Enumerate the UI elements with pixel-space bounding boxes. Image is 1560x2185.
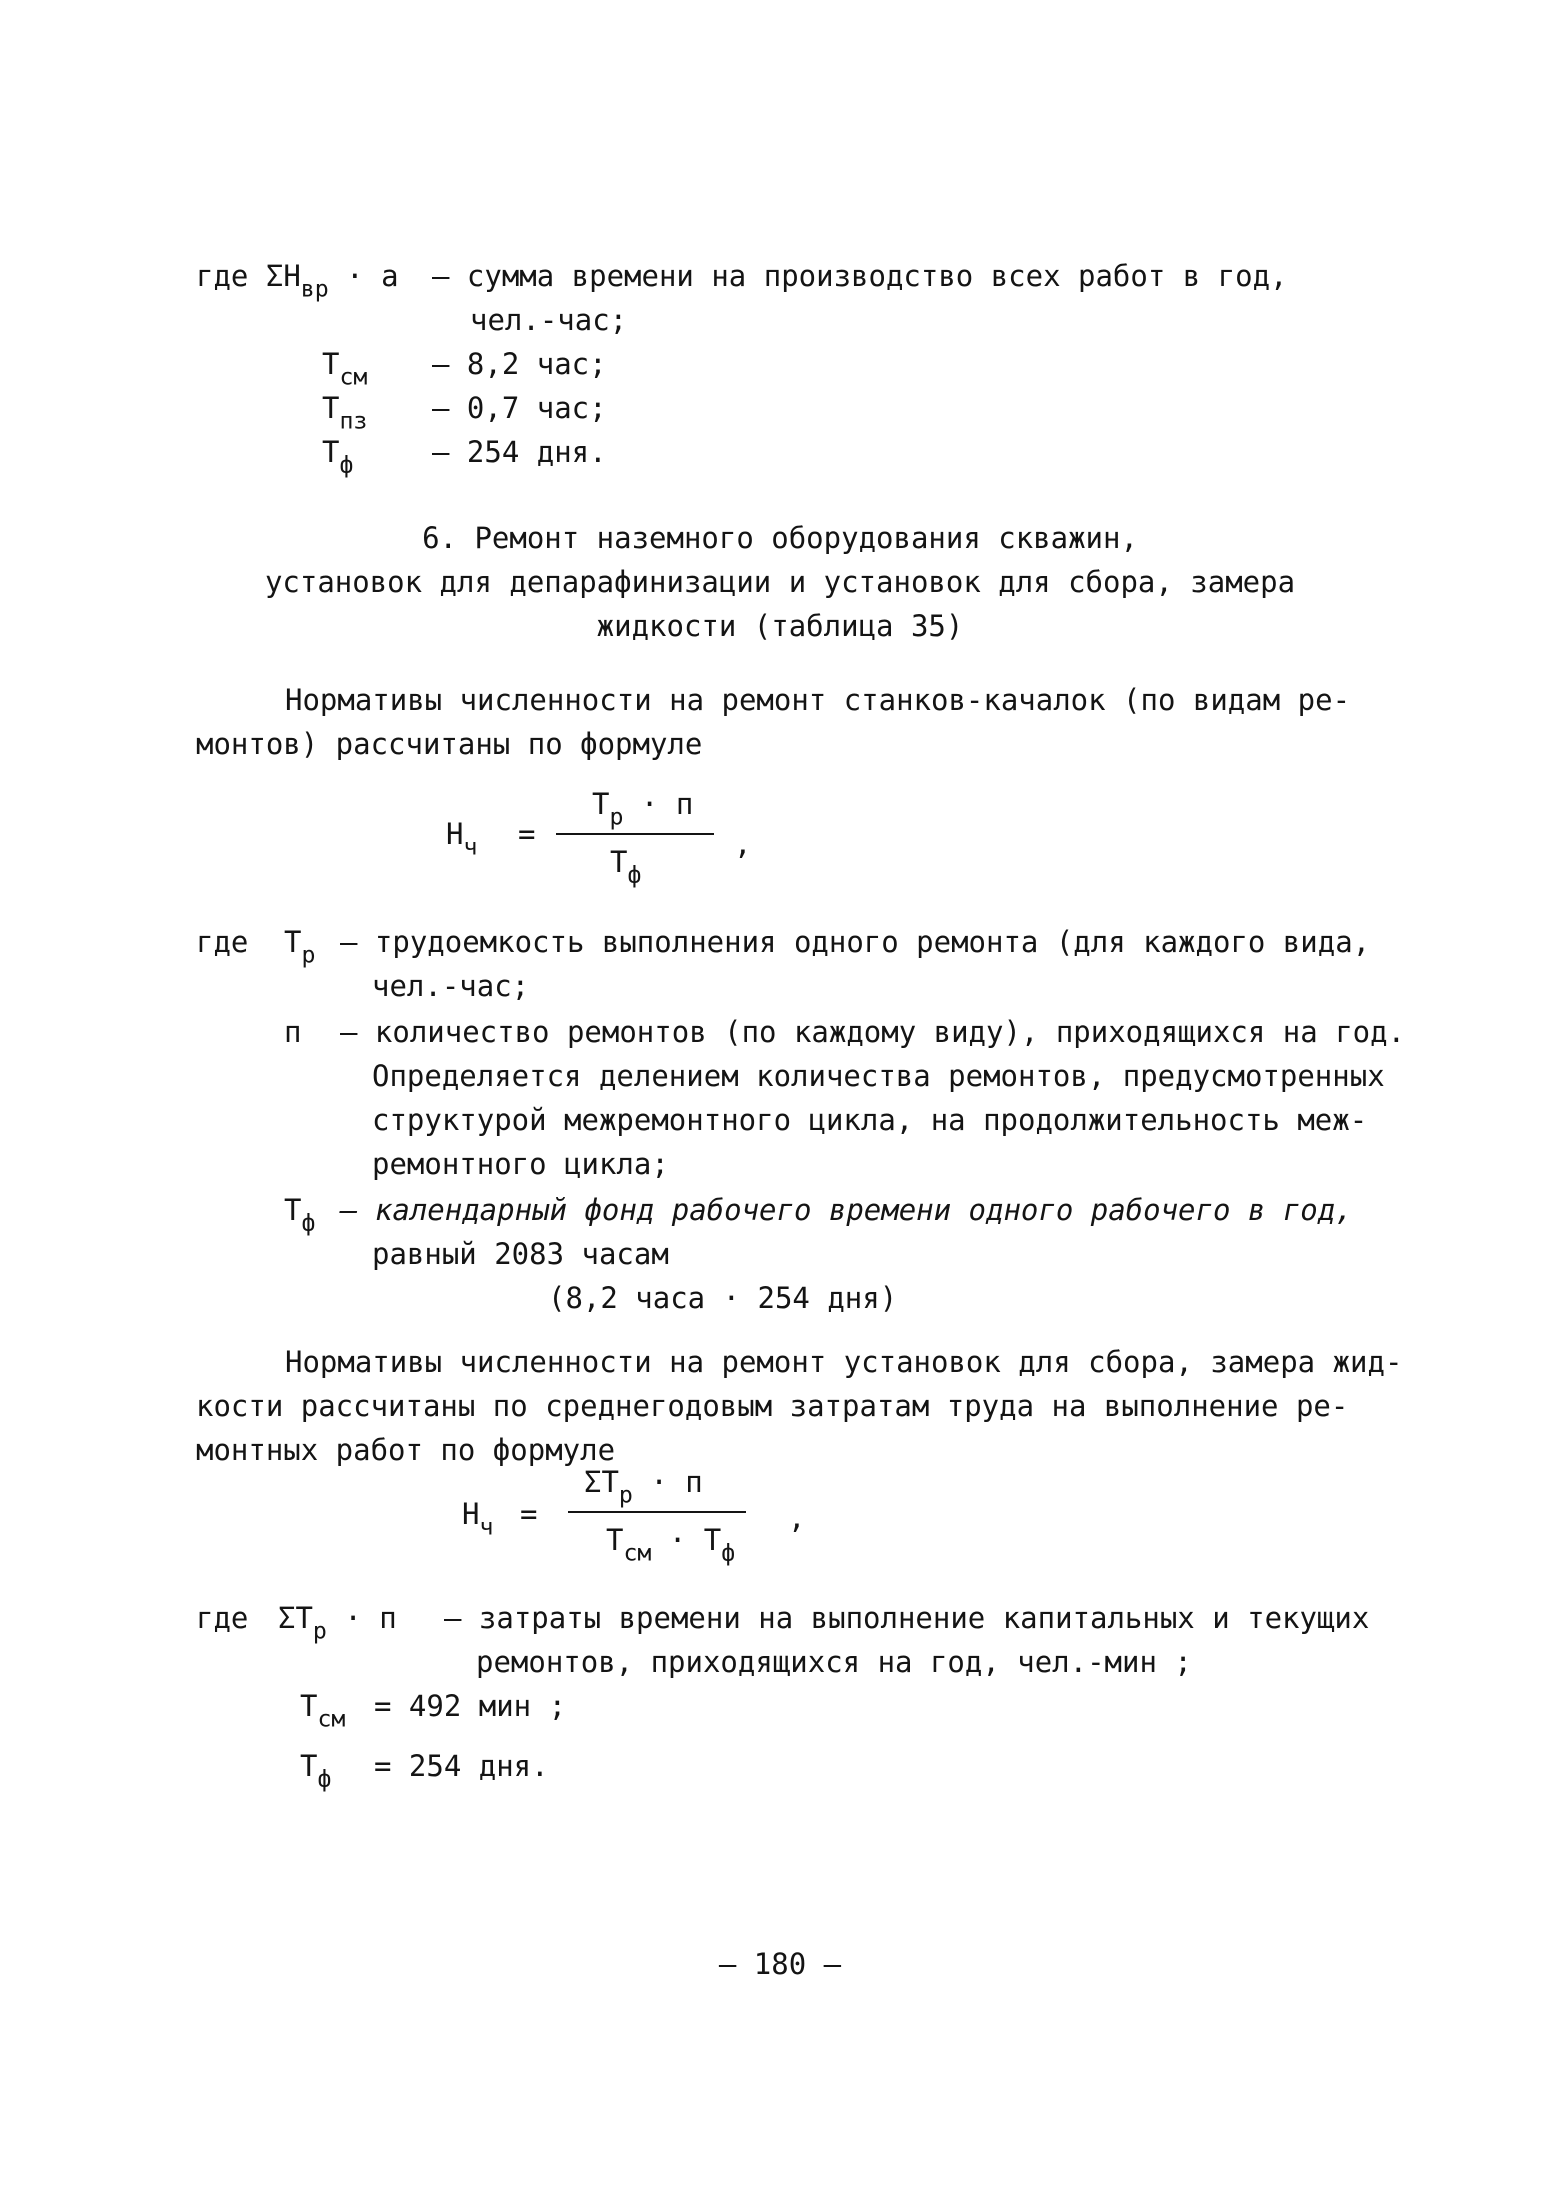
tsm-symbol-2: $Т_{см}$ (300, 1689, 346, 1733)
paragraph-1-line-2: монтов) рассчитаны по формуле (196, 727, 703, 761)
tf-value-1: – 254 дня. (432, 435, 607, 469)
formula-2-fraction-bar (568, 1511, 746, 1513)
sum-hvr-symbol: $\Sigma Н_{вр} \cdot а$ (265, 259, 399, 303)
paragraph-2-line-1: Нормативы численности на ремонт установок для сбора, замера жид- (285, 1345, 1403, 1379)
section-heading-line-1: 6. Ремонт наземного оборудования скважин, (422, 521, 1138, 555)
where-label-2: где (196, 925, 249, 959)
tpz-value: – 0,7 час; (432, 391, 607, 425)
tr-symbol: $Т_р$ (284, 925, 316, 969)
n-description-cont-1: Определяется делением количества ремонтов, предусмотренных (372, 1059, 1385, 1093)
page-number: – 180 – (718, 1947, 842, 1981)
tpz-symbol: $Т_{пз}$ (322, 391, 368, 435)
sum-hvr-description: – сумма времени на производство всех работ в год, (432, 259, 1288, 293)
formula-1-lhs: $Н_ч$ (446, 817, 478, 861)
n-description-cont-3: ремонтного цикла; (372, 1147, 669, 1181)
section-heading-line-2: установок для депарафинизации и установок для сбора, замера (264, 565, 1296, 599)
tf-symbol-3: $Т_ф$ (300, 1749, 332, 1793)
formula-1-equals: = (518, 817, 536, 851)
where-word: где (196, 259, 249, 293)
formula-2-equals: = (520, 1497, 538, 1531)
tsm-symbol: $Т_{см}$ (322, 347, 368, 391)
sum-tr-description-cont: ремонтов, приходящихся на год, чел.-мин ; (476, 1645, 1192, 1679)
tsm-value: – 8,2 час; (432, 347, 607, 381)
formula-2-comma: , (788, 1501, 806, 1535)
section-heading-line-3: жидкости (таблица 35) (596, 609, 964, 643)
tr-description: – трудоемкость выполнения одного ремонта (для каждого вида, (340, 925, 1371, 959)
paragraph-2-line-3: монтных работ по формуле (196, 1433, 616, 1467)
where-label-3: где (196, 1601, 249, 1635)
tf-value-3: = 254 дня. (374, 1749, 549, 1783)
tf-description: – календарный фонд рабочего времени одного рабочего в год, (340, 1193, 1353, 1227)
tf-description-cont: равный 2083 часам (372, 1237, 669, 1271)
tf-symbol-1: $Т_ф$ (322, 435, 354, 479)
paragraph-2-line-2: кости рассчитаны по среднегодовым затратам труда на выполнение ре- (196, 1389, 1349, 1423)
paragraph-1-line-1: Нормативы численности на ремонт станков-качалок (по видам ре- (285, 683, 1351, 717)
tf-symbol-2: $Т_ф$ (284, 1193, 316, 1237)
tf-calculation: (8,2 часа · 254 дня) (548, 1281, 898, 1315)
formula-1-comma: , (734, 827, 752, 861)
n-symbol: п (284, 1015, 302, 1049)
where-label-1 (196, 259, 399, 303)
formula-1-denominator: $Т_ф$ (610, 845, 642, 889)
sum-tr-symbol: $\Sigma Т_р \cdot п$ (278, 1601, 397, 1645)
formula-2-lhs: $Н_ч$ (462, 1497, 494, 1541)
sum-hvr-description-cont: чел.-час; (470, 303, 628, 337)
tsm-value-2: = 492 мин ; (374, 1689, 567, 1723)
n-description-cont-2: структурой межремонтного цикла, на продолжительность меж- (372, 1103, 1368, 1137)
formula-1-fraction-bar (556, 833, 714, 835)
formula-2-numerator: $\Sigma Т_р \cdot п$ (584, 1465, 703, 1509)
n-description: – количество ремонтов (по каждому виду), приходящихся на год. (340, 1015, 1406, 1049)
sum-tr-description: – затраты времени на выполнение капитальных и текущих (444, 1601, 1370, 1635)
tr-description-cont: чел.-час; (372, 969, 530, 1003)
formula-1-numerator: $Т_р \cdot п$ (592, 787, 694, 831)
formula-2-denominator: $Т_{см} \cdot Т_ф$ (606, 1523, 736, 1567)
